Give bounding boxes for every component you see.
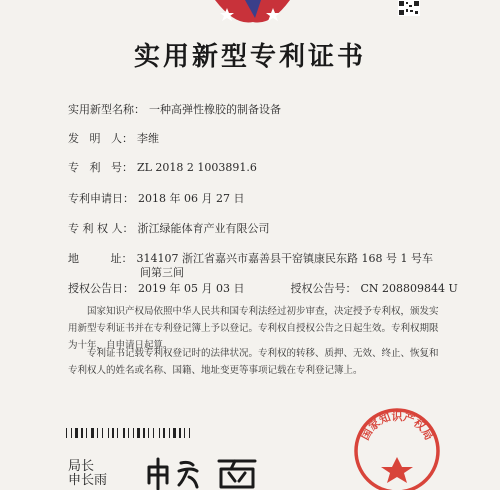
barcode-bar bbox=[71, 428, 72, 438]
barcode-bar bbox=[148, 428, 149, 438]
utility-model-name-label: 实用新型名称： bbox=[68, 103, 145, 116]
barcode-bar bbox=[108, 428, 109, 438]
svg-text:国家知识产权局: 国家知识产权局 bbox=[358, 410, 436, 443]
barcode-bar bbox=[86, 428, 87, 438]
official-seal bbox=[352, 403, 442, 490]
announcement-date-value: 2019 年 05 月 03 日 bbox=[138, 282, 245, 295]
utility-model-name-value: 一种高弹性橡胶的制备设备 bbox=[149, 103, 281, 116]
grant-paragraph: 国家知识产权局依照中华人民共和国专利法经过初步审查，决定授予专利权，颁发实用新型专利证书并在专利登记簿上予以登记。专利权自授权公告之日起生效。专利权期限为十年，自申请日起算。 bbox=[68, 306, 439, 351]
patent-number-label: 专 利 号： bbox=[68, 161, 133, 174]
barcode-bar bbox=[66, 428, 67, 438]
announcement-date-label: 授权公告日： bbox=[68, 282, 134, 295]
patentee-value: 浙江绿能体育产业有限公司 bbox=[137, 222, 270, 235]
barcode-bar bbox=[128, 428, 129, 438]
barcode-bar bbox=[133, 428, 134, 438]
inventor-label: 发 明 人： bbox=[68, 132, 133, 145]
barcode-bar bbox=[184, 428, 185, 438]
barcode-bar bbox=[137, 428, 140, 438]
barcode-bar bbox=[159, 428, 160, 438]
address-field bbox=[68, 250, 433, 279]
director-label-line2: 申长雨 bbox=[68, 473, 108, 488]
director-title bbox=[68, 460, 107, 488]
cnipa-emblem-icon bbox=[205, 0, 300, 26]
inventor-field bbox=[68, 130, 159, 146]
legal-status-paragraph: 专利证书记载专利权登记时的法律状况。专利权的转移、质押、无效、终止、恢复和专利权人的姓名或名称、国籍、地址变更等事项记载在专利登记簿上。 bbox=[68, 348, 439, 376]
barcode-bar bbox=[189, 428, 190, 438]
qr-code-icon bbox=[398, 0, 420, 16]
address-value: 314107 浙江省嘉兴市嘉善县干窑镇康民东路 168 号 1 号车 bbox=[136, 252, 433, 265]
patentee-label: 专 利 权 人： bbox=[68, 222, 134, 235]
barcode-bar bbox=[163, 428, 165, 438]
barcode-bar bbox=[91, 428, 94, 438]
barcode-bar bbox=[123, 428, 125, 438]
barcode-icon bbox=[66, 428, 216, 438]
patentee-field bbox=[68, 220, 270, 236]
barcode-bar bbox=[112, 428, 114, 438]
barcode-bar bbox=[75, 428, 78, 438]
announcement-field bbox=[68, 280, 458, 296]
barcode-bar bbox=[173, 428, 176, 438]
barcode-bar bbox=[169, 428, 170, 438]
director-label-line1: 局长 bbox=[68, 459, 95, 474]
address-label: 地 址： bbox=[68, 252, 133, 265]
filing-date-label: 专利申请日： bbox=[68, 192, 134, 205]
director-signature bbox=[143, 455, 268, 490]
barcode-bar bbox=[117, 428, 118, 438]
address-value-line2: 间第三间 bbox=[140, 266, 184, 279]
announcement-number-value: CN 208809844 U bbox=[360, 282, 458, 295]
patent-number-value: ZL 2018 2 1003891.6 bbox=[136, 161, 257, 174]
barcode-bar bbox=[97, 428, 98, 438]
barcode-bar bbox=[102, 428, 103, 438]
filing-date-field bbox=[68, 190, 244, 206]
certificate-title: 实用新型专利证书 bbox=[133, 42, 366, 72]
utility-model-name-field bbox=[68, 101, 281, 117]
barcode-bar bbox=[179, 428, 181, 438]
filing-date-value: 2018 年 06 月 27 日 bbox=[138, 192, 245, 205]
inventor-value: 李维 bbox=[136, 132, 159, 145]
barcode-bar bbox=[81, 428, 83, 438]
announcement-number-label: 授权公告号： bbox=[290, 282, 357, 295]
patent-number-field bbox=[68, 159, 257, 175]
barcode-bar bbox=[143, 428, 145, 438]
barcode-bar bbox=[153, 428, 154, 438]
